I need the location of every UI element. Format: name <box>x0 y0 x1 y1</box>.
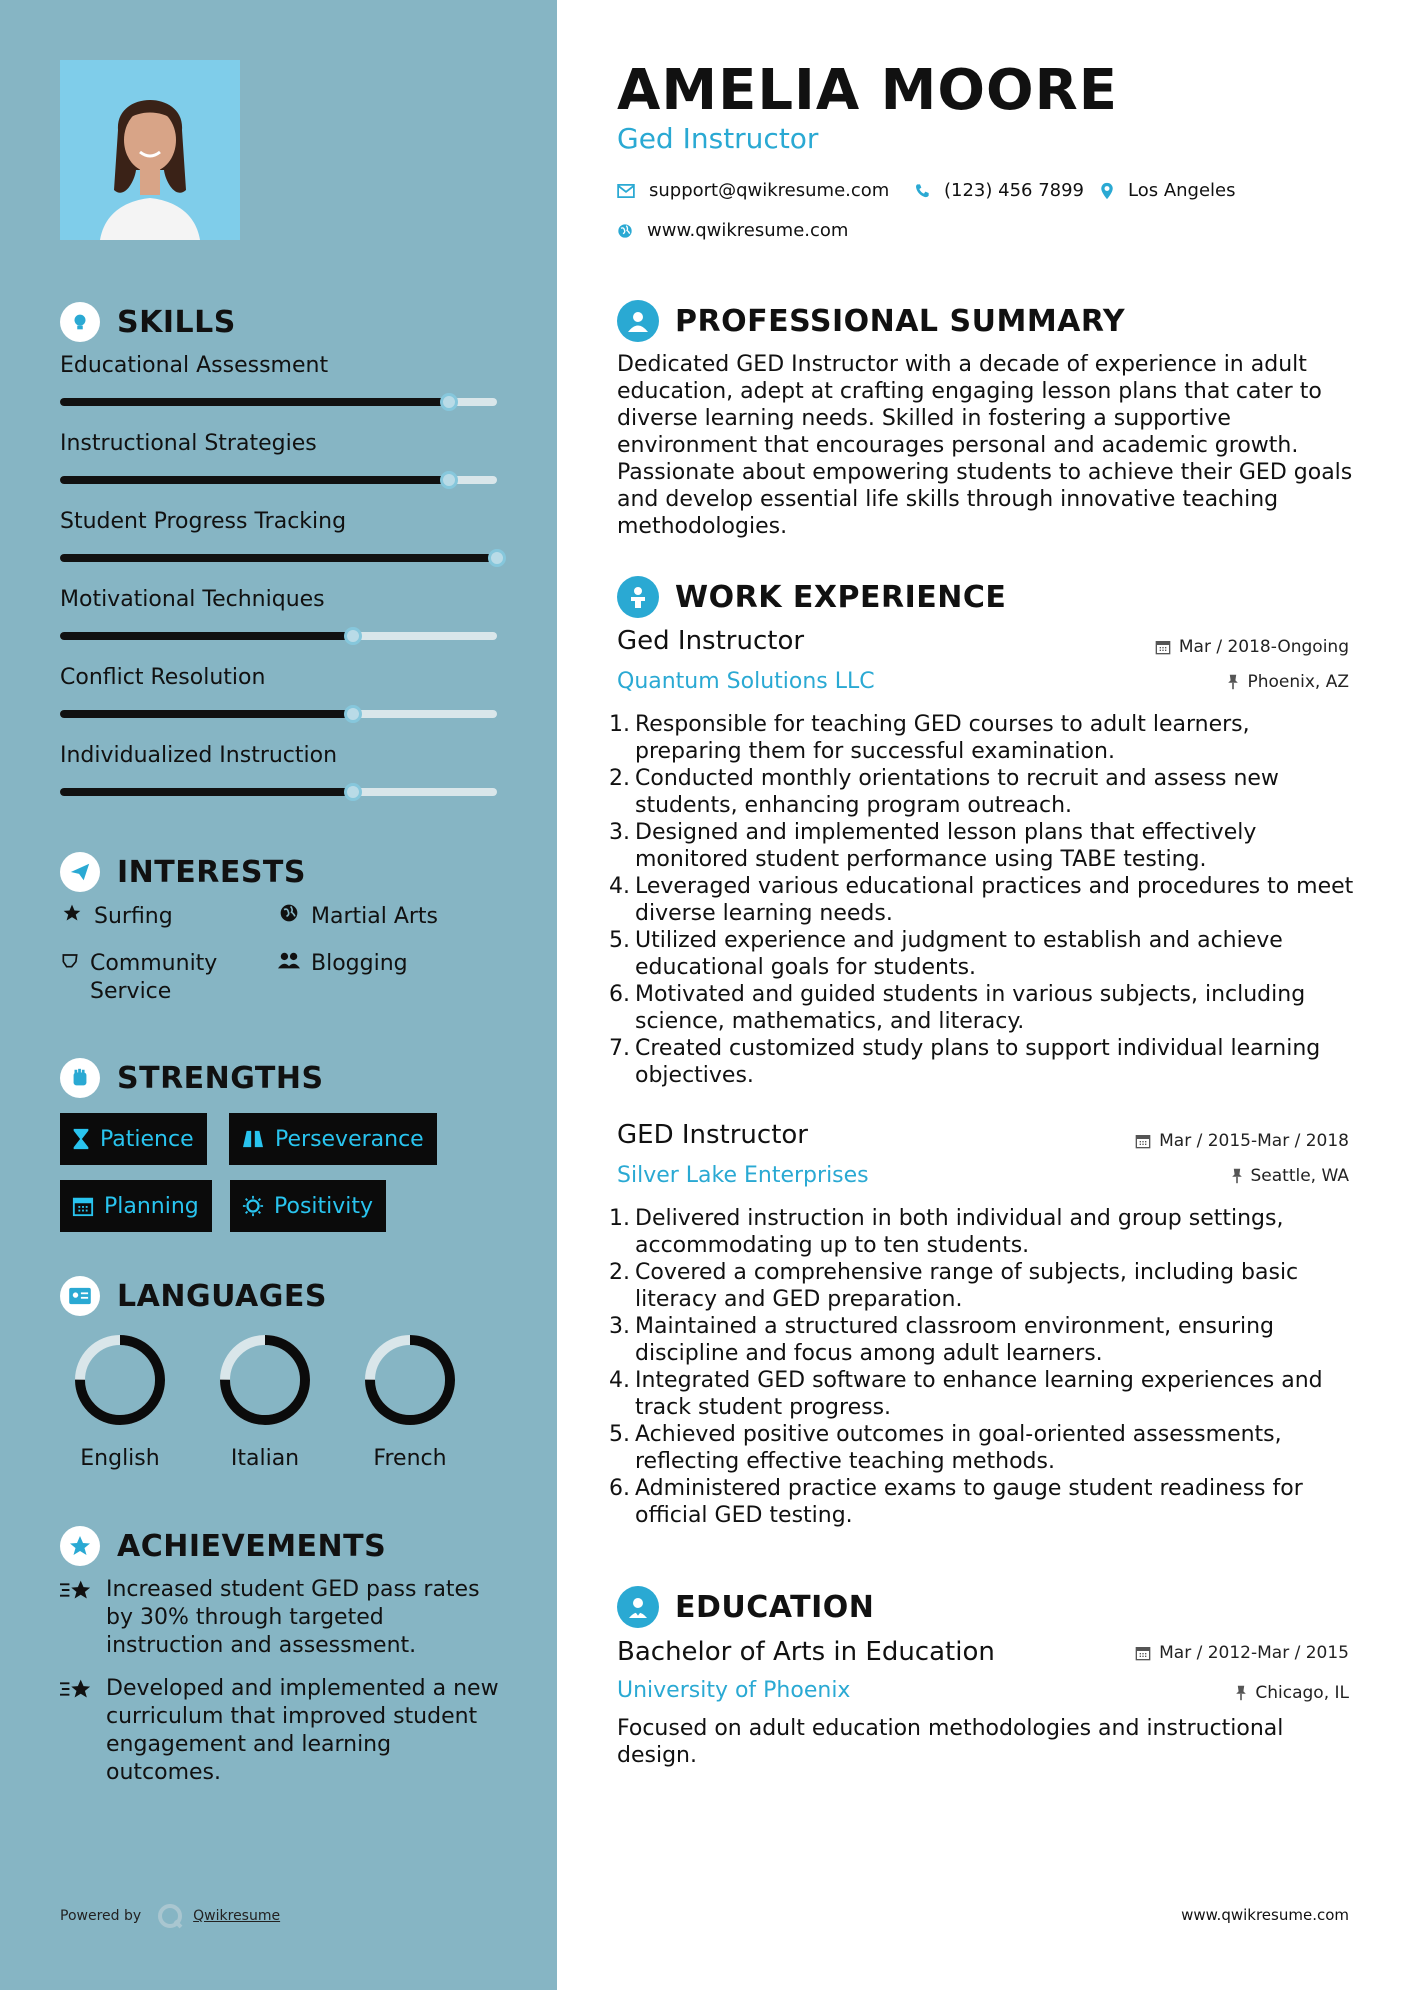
pushpin-icon <box>1227 674 1239 690</box>
skill-name: Educational Assessment <box>60 353 329 378</box>
skill-name: Student Progress Tracking <box>60 509 347 534</box>
languages-heading: LANGUAGES <box>60 1276 327 1316</box>
list-item: Responsible for teaching GED courses to adult learners, preparing them for successful examination. <box>635 712 1250 764</box>
skill-name: Motivational Techniques <box>60 587 325 612</box>
list-item: Created customized study plans to support individual learning objectives. <box>635 1036 1321 1088</box>
sidebar <box>0 0 557 1990</box>
footer-url[interactable]: www.qwikresume.com <box>1181 1906 1349 1924</box>
education-heading: EDUCATION <box>617 1586 874 1628</box>
interest-item: Community Service <box>60 950 260 1006</box>
contact-location: Los Angeles <box>1100 180 1236 201</box>
language-ring <box>362 1332 458 1428</box>
skill-bar <box>60 632 497 640</box>
job-dates: Mar / 2015-Mar / 2018 <box>1135 1131 1349 1151</box>
candidate-role: Ged Instructor <box>617 122 819 155</box>
summary-heading: PROFESSIONAL SUMMARY <box>617 300 1125 342</box>
job-duties <box>617 1205 1357 1529</box>
list-item: Utilized experience and judgment to establish and achieve educational goals for students. <box>635 928 1283 980</box>
calendar-icon <box>72 1195 94 1217</box>
achievement-item: Developed and implemented a new curriculum that improved student engagement and learning outcomes. <box>60 1675 500 1787</box>
star-badge-icon <box>60 1526 100 1566</box>
interest-item: Martial Arts <box>277 903 438 931</box>
sun-icon <box>242 1195 264 1217</box>
map-pin-icon <box>1100 182 1114 200</box>
skill-name: Conflict Resolution <box>60 665 266 690</box>
contact-email[interactable]: support@qwikresume.com <box>617 180 889 201</box>
contact-phone[interactable]: (123) 456 7899 <box>914 180 1084 201</box>
list-item: Integrated GED software to enhance learning experiences and track student progress. <box>635 1368 1323 1420</box>
list-item: Achieved positive outcomes in goal-oriented assessments, reflecting effective teaching methods. <box>635 1422 1282 1474</box>
skill-bar <box>60 710 497 718</box>
job-location: Phoenix, AZ <box>1227 672 1349 692</box>
summary-text: Dedicated GED Instructor with a decade of experience in adult education, adept at crafting engaging lesson plans that cater to diverse learning needs. Skilled in fostering a supportive environment that encourages personal and academic growth. Passionate about empowering students to achieve their GED goals and develop essential life skills through innovative teaching methodologies. <box>617 352 1353 539</box>
language-ring <box>72 1332 168 1428</box>
job-company: Silver Lake Enterprises <box>617 1163 869 1188</box>
shooting-star-icon <box>60 1675 92 1787</box>
job-company: Quantum Solutions LLC <box>617 669 875 694</box>
job-title: Ged Instructor <box>617 626 805 656</box>
podium-icon <box>617 576 659 618</box>
education-location: Chicago, IL <box>1235 1683 1349 1703</box>
work-heading: WORK EXPERIENCE <box>617 576 1006 618</box>
skill-name: Individualized Instruction <box>60 743 338 768</box>
candidate-name: AMELIA MOORE <box>617 58 1118 123</box>
list-item: Maintained a structured classroom environment, ensuring discipline and focus among adult learners. <box>635 1314 1275 1366</box>
hourglass-icon <box>72 1128 90 1150</box>
powered-by: Powered by Qwikresume <box>60 1903 280 1929</box>
calendar-icon <box>1135 1645 1151 1661</box>
hand-icon <box>60 950 80 970</box>
qwikresume-logo-icon <box>157 1903 183 1929</box>
job-title: GED Instructor <box>617 1120 809 1150</box>
pushpin-icon <box>1231 1168 1243 1184</box>
id-card-icon <box>60 1276 100 1316</box>
shooting-star-icon <box>60 1576 92 1660</box>
strength-tag: Planning <box>60 1180 212 1232</box>
envelope-icon <box>617 184 635 198</box>
qwikresume-link[interactable]: Qwikresume <box>193 1908 281 1924</box>
skills-heading: SKILLS <box>60 302 236 342</box>
globe-icon <box>617 223 633 239</box>
contact-website[interactable]: www.qwikresume.com <box>617 220 848 241</box>
list-item: Leveraged various educational practices and procedures to meet diverse learning needs. <box>635 874 1354 926</box>
achievement-item: Increased student GED pass rates by 30% through targeted instruction and assessment. <box>60 1576 500 1660</box>
skill-name: Instructional Strategies <box>60 431 317 456</box>
education-description: Focused on adult education methodologies and instructional design. <box>617 1716 1284 1768</box>
job-dates: Mar / 2018-Ongoing <box>1155 637 1349 657</box>
school-name: University of Phoenix <box>617 1678 851 1703</box>
job-location: Seattle, WA <box>1231 1166 1350 1186</box>
binoculars-icon <box>241 1129 265 1149</box>
phone-icon <box>914 183 930 199</box>
language-ring <box>217 1332 313 1428</box>
list-item: Designed and implemented lesson plans that effectively monitored student performance using TABE testing. <box>635 820 1257 872</box>
list-item: Administered practice exams to gauge student readiness for official GED testing. <box>635 1476 1303 1528</box>
users-icon <box>277 950 301 972</box>
pushpin-icon <box>1235 1685 1247 1701</box>
skill-bar <box>60 398 497 406</box>
strength-tag: Perseverance <box>229 1113 437 1165</box>
star-icon <box>60 903 84 923</box>
education-dates: Mar / 2012-Mar / 2015 <box>1135 1643 1349 1663</box>
interests-heading: INTERESTS <box>60 852 306 892</box>
interest-item: Surfing <box>60 903 173 931</box>
degree-title: Bachelor of Arts in Education <box>617 1637 995 1667</box>
globe-icon <box>277 903 301 923</box>
job-duties <box>617 711 1357 1089</box>
strength-tag: Patience <box>60 1113 207 1165</box>
list-item: Conducted monthly orientations to recruit and assess new students, enhancing program outreach. <box>635 766 1279 818</box>
calendar-icon <box>1135 1133 1151 1149</box>
strengths-heading: STRENGTHS <box>60 1058 324 1098</box>
calendar-icon <box>1155 639 1171 655</box>
skill-bar <box>60 554 497 562</box>
language-item: French <box>350 1332 470 1471</box>
language-item: English <box>60 1332 180 1471</box>
profile-photo <box>60 60 240 240</box>
list-item: Delivered instruction in both individual and group settings, accommodating up to ten students. <box>635 1206 1284 1258</box>
lightbulb-icon <box>60 302 100 342</box>
strength-tag: Positivity <box>230 1180 386 1232</box>
interest-item: Blogging <box>277 950 408 978</box>
achievements-heading: ACHIEVEMENTS <box>60 1526 386 1566</box>
graduation-icon <box>617 1586 659 1628</box>
paper-plane-icon <box>60 852 100 892</box>
list-item: Covered a comprehensive range of subjects, including basic literacy and GED preparation. <box>635 1260 1299 1312</box>
fist-icon <box>60 1058 100 1098</box>
language-item: Italian <box>205 1332 325 1471</box>
user-icon <box>617 300 659 342</box>
skill-bar <box>60 788 497 796</box>
list-item: Motivated and guided students in various subjects, including science, mathematics, and literacy. <box>635 982 1306 1034</box>
skill-bar <box>60 476 497 484</box>
